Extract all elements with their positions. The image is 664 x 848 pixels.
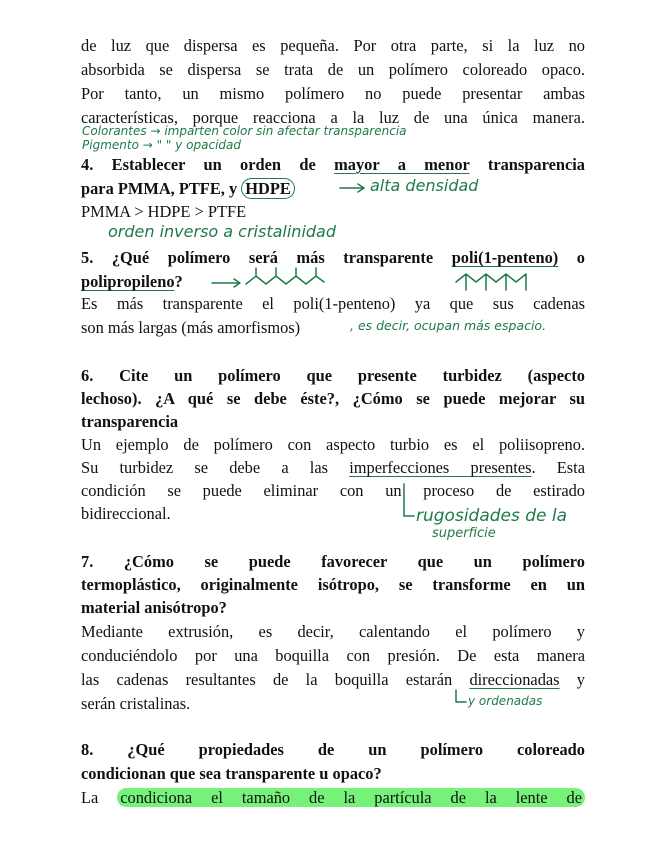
q5-title-line-1: 5. ¿Qué polímero será más transparente poli(1-penteno) o	[81, 248, 585, 267]
q6-answer-line-4: bidireccional.	[81, 504, 171, 523]
q6-answer-line-3: condición se puede eliminar con un proceso de estirado	[81, 481, 585, 500]
note-orden-inverso: orden inverso a cristalinidad	[108, 222, 336, 241]
q6-answer-line-2: Su turbidez se debe a las imperfecciones presentes. Esta	[81, 458, 585, 477]
q8-title-line-2: condicionan que sea transparente u opaco?	[81, 764, 382, 783]
q6-answer-line-1: Un ejemplo de polímero con aspecto turbio es el poliisopreno.	[81, 435, 585, 454]
q4-underline: mayor a menor	[334, 155, 470, 174]
propylene-chain-sketch	[246, 268, 324, 284]
q5-underline-penteno: poli(1-penteno)	[451, 248, 559, 267]
q7-answer-line-1: Mediante extrusión, es decir, calentando el polímero y	[81, 622, 585, 641]
note-ordenadas: y ordenadas	[468, 694, 543, 708]
note-alta-densidad: alta densidad	[370, 176, 479, 195]
note-colorantes: Colorantes → imparten color sin afectar transparencia	[82, 124, 407, 138]
q6-title-line-2: lechoso). ¿A qué se debe éste?, ¿Cómo se puede mejorar su	[81, 389, 585, 408]
note-rugosidades: rugosidades de la	[416, 506, 568, 526]
q7-answer-line-2: conduciéndolo por una boquilla con presión. De esta manera	[81, 646, 585, 665]
q5-answer-line-2: son más largas (más amorfismos)	[81, 318, 301, 337]
q7-title-line-1: 7. ¿Cómo se puede favorecer que un polímero	[81, 552, 585, 571]
propylene-arrow	[212, 279, 240, 287]
top-line-2: absorbida se dispersa se trata de un polímero coloreado opaco.	[81, 60, 585, 79]
q7-answer-line-4: serán cristalinas.	[81, 694, 191, 713]
q4-circled-hdpe: HDPE	[241, 178, 295, 199]
note-superficie: superficie	[432, 526, 496, 541]
note-ocupan-espacio: , es decir, ocupan más espacio.	[350, 318, 547, 333]
q4-title-line-1: 4. Establecer un orden de mayor a menor transparencia	[81, 155, 585, 174]
q4-title-line-2: para PMMA, PTFE, y HDPE	[81, 177, 295, 201]
q5-title-line-2: polipropileno?	[81, 272, 183, 291]
q6-underline-imperfecciones: imperfecciones presentes	[349, 458, 532, 477]
pentene-chain-sketch	[456, 274, 526, 290]
note-pigmento: Pigmento → " " y opacidad	[82, 138, 242, 152]
q6-title-line-1: 6. Cite un polímero que presente turbidez (aspecto	[81, 366, 585, 385]
q7-answer-line-3: las cadenas resultantes de la boquilla estarán direccionadas y	[81, 670, 586, 689]
q6-title-line-3: transparencia	[81, 412, 179, 431]
q7-title-line-2: termoplástico, originalmente isótropo, se transforme en un	[81, 575, 585, 594]
q5-answer-line-1: Es más transparente el poli(1-penteno) ya que sus cadenas	[81, 294, 585, 313]
q7-underline-direccionadas: direccionadas	[469, 670, 560, 689]
q5-underline-polipropileno: polipropileno	[81, 272, 175, 291]
top-line-3: Por tanto, un mismo polímero no puede presentar ambas	[81, 84, 585, 103]
top-line-4: características, porque reacciona a la luz de una única manera.	[81, 108, 585, 127]
q7-title-line-3: material anisótropo?	[81, 598, 227, 617]
q8-title-line-1: 8. ¿Qué propiedades de un polímero coloreado	[81, 740, 585, 759]
top-line-1: de luz que dispersa es pequeña. Por otra parte, si la luz no	[81, 36, 585, 55]
hdpe-arrow	[340, 184, 364, 192]
q8-answer-line-1: La condiciona el tamaño de la partícula de la lente de	[81, 786, 585, 810]
q8-highlight: condiciona el tamaño de la partícula de la lente de	[117, 788, 585, 807]
q4-answer: PMMA > HDPE > PTFE	[81, 202, 247, 221]
